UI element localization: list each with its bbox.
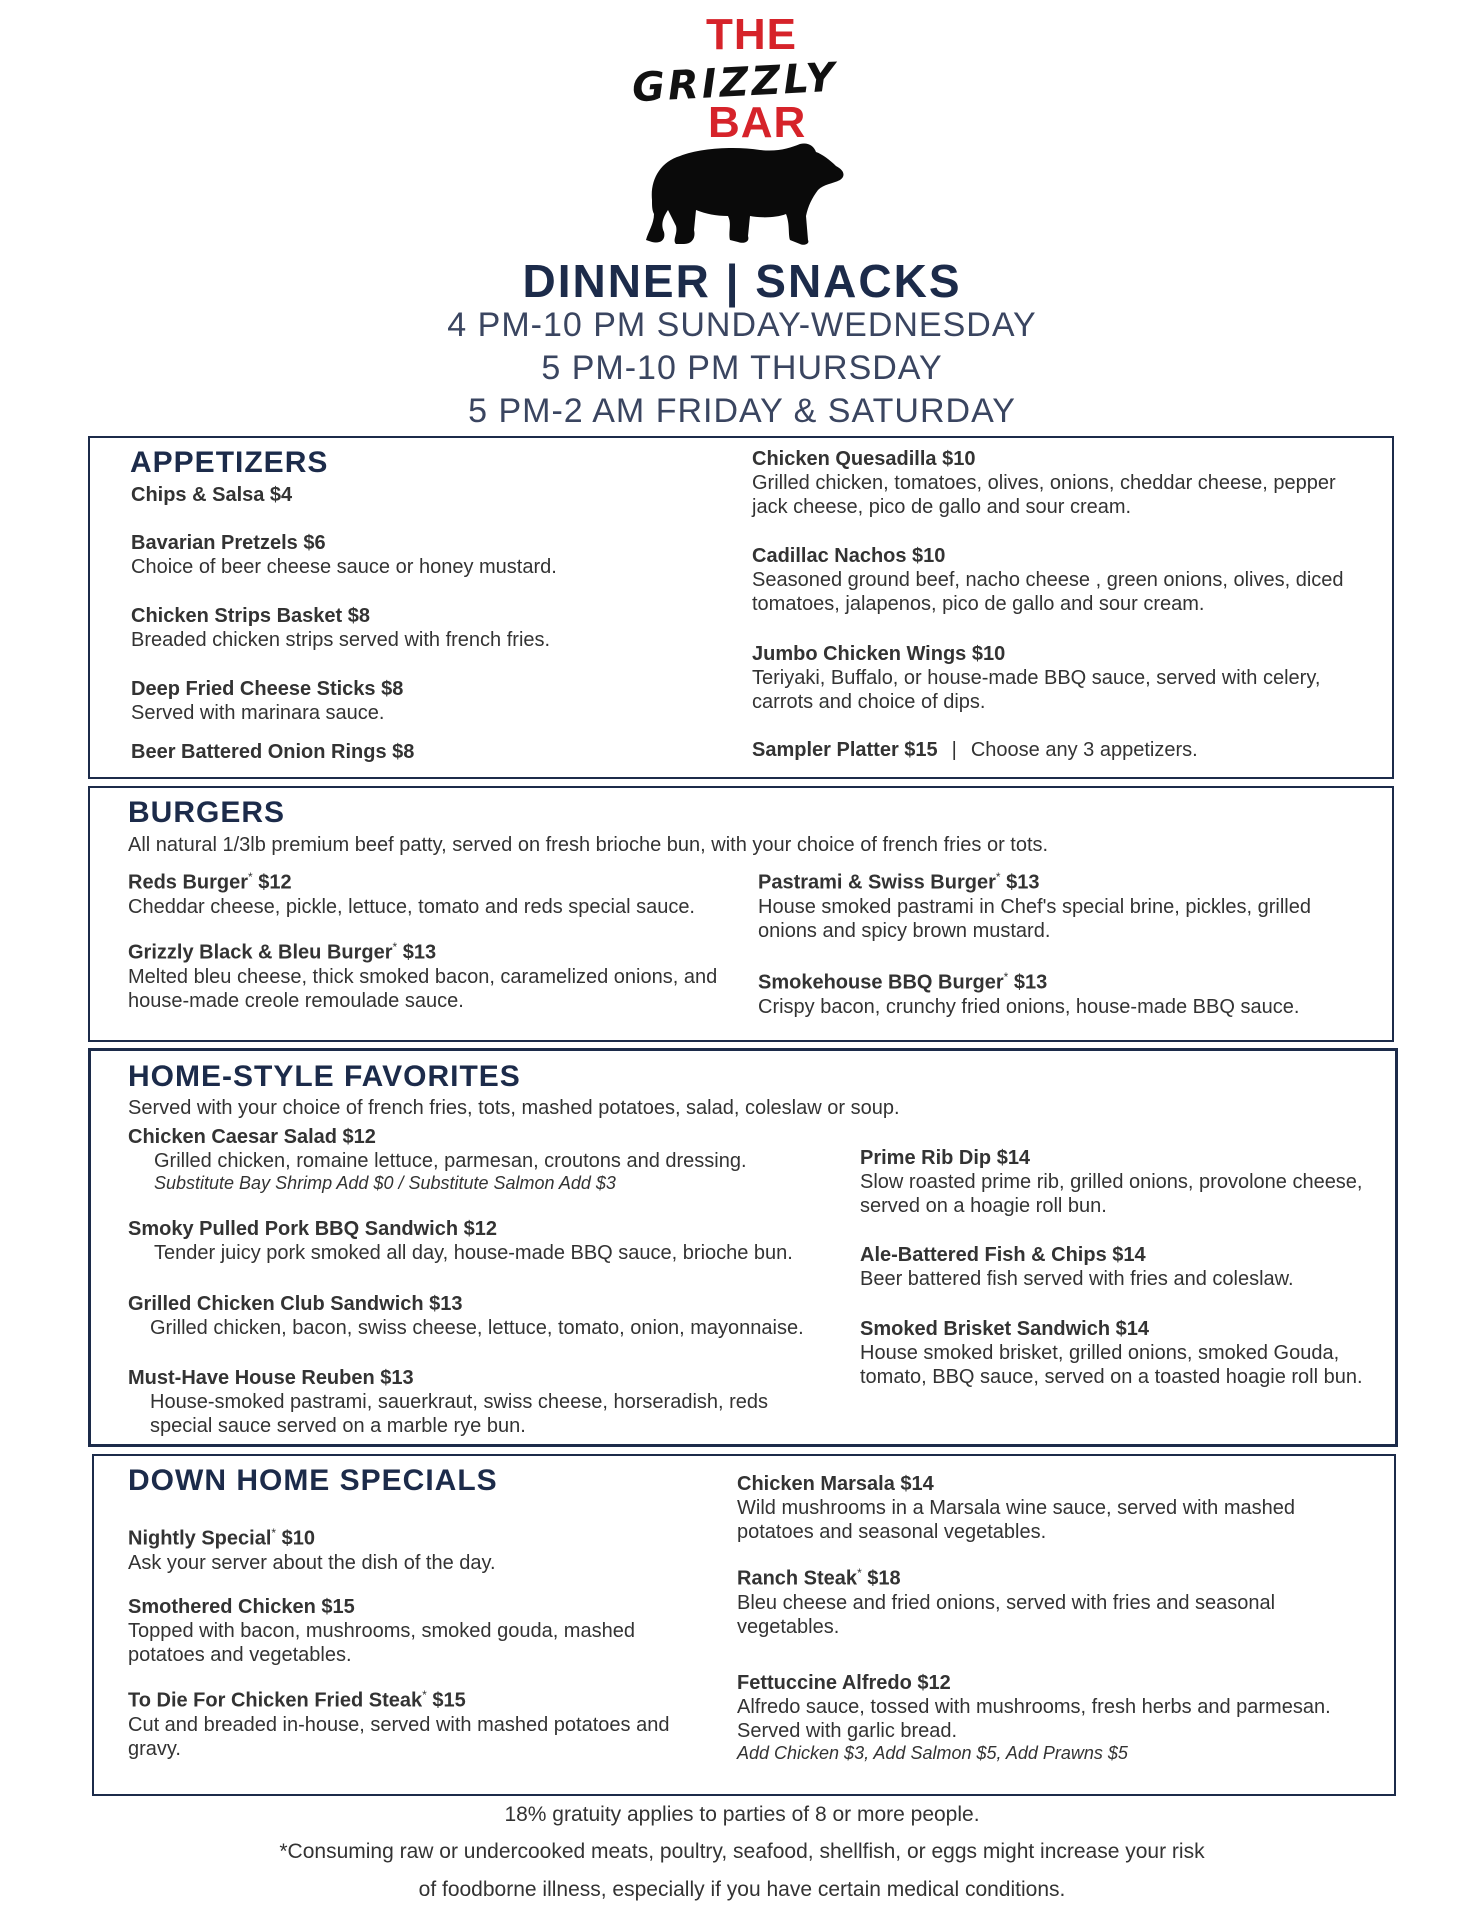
menu-item: [131, 741, 414, 764]
menu-item: [737, 1672, 1377, 1764]
item-description: House smoked brisket, grilled onions, smoked Gouda, tomato, BBQ sauce, served on a toasted hoagie roll bun.: [860, 1342, 1363, 1388]
item-description: Slow roasted prime rib, grilled onions, provolone cheese, served on a hoagie roll bun.: [860, 1171, 1363, 1217]
raw-warning-mark: *: [857, 1566, 862, 1580]
item-name: Chicken Quesadilla $10: [752, 448, 976, 470]
logo-the-text: THE: [706, 10, 797, 59]
item-description: Seasoned ground beef, nacho cheese , green onions, olives, diced tomatoes, jalapenos, pico de gallo and sour cream.: [752, 569, 1344, 615]
raw-warning-mark: *: [995, 870, 1001, 884]
item-name: Cadillac Nachos $10: [752, 545, 946, 567]
specials-title: DOWN HOME SPECIALS: [128, 1464, 498, 1497]
item-name: Bavarian Pretzels $6: [131, 532, 326, 554]
item-description: Grilled chicken, romaine lettuce, parmesan, croutons and dressing.: [154, 1150, 747, 1172]
separator: |: [951, 739, 957, 761]
item-name: Smoked Brisket Sandwich $14: [860, 1318, 1150, 1340]
burgers-subtitle: All natural 1/3lb premium beef patty, served on fresh brioche bun, with your choice of french fries or tots.: [128, 834, 1049, 856]
menu-item: [758, 970, 1378, 1019]
item-description: Ask your server about the dish of the day.: [128, 1551, 496, 1574]
raw-warning-mark: *: [392, 940, 398, 954]
menu-item: [128, 1126, 848, 1194]
menu-item: [758, 870, 1358, 943]
gratuity-notice: 18% gratuity applies to parties of 8 or more people.: [504, 1803, 980, 1826]
item-name: Beer Battered Onion Rings $8: [131, 741, 415, 763]
item-name: Chicken Marsala $14: [737, 1473, 934, 1495]
logo-bar-text: BAR: [708, 98, 807, 147]
menu-item: [128, 1688, 708, 1761]
item-name-line: [128, 1526, 688, 1551]
menu-item: [128, 940, 728, 1013]
item-price: $18: [861, 1567, 901, 1590]
menu-item: [131, 484, 292, 507]
item-description: Grilled chicken, bacon, swiss cheese, lettuce, tomato, onion, mayonnaise.: [150, 1317, 804, 1339]
hours-line-3: 5 PM-2 AM FRIDAY & SATURDAY: [468, 392, 1016, 430]
appetizers-title: APPETIZERS: [130, 446, 329, 479]
item-name-line: [128, 940, 728, 965]
item-description: Melted bleu cheese, thick smoked bacon, caramelized onions, and house-made creole remoulade sauce.: [128, 965, 718, 1012]
menu-item: [752, 448, 1352, 519]
item-name-line: [128, 1688, 708, 1713]
item-price: $12: [252, 871, 292, 894]
item-name: Ale-Battered Fish & Chips $14: [860, 1244, 1146, 1266]
item-name: Chicken Caesar Salad $12: [128, 1126, 376, 1148]
item-name: Fettuccine Alfredo $12: [737, 1672, 951, 1694]
item-name-line: [758, 870, 1358, 895]
item-name: Nightly Special: [128, 1527, 272, 1550]
homestyle-subtitle: Served with your choice of french fries, tots, mashed potatoes, salad, coleslaw or soup.: [128, 1097, 900, 1119]
hours-line-1: 4 PM-10 PM SUNDAY-WEDNESDAY: [447, 306, 1037, 344]
item-name: Chips & Salsa $4: [131, 484, 293, 506]
item-name: Must-Have House Reuben $13: [128, 1367, 414, 1389]
item-description: Teriyaki, Buffalo, or house-made BBQ sauce, served with celery, carrots and choice of dips.: [752, 667, 1321, 713]
item-price: $15: [426, 1689, 466, 1712]
item-name: Chicken Strips Basket $8: [131, 605, 370, 627]
item-name: Pastrami & Swiss Burger: [758, 871, 996, 894]
item-name: To Die For Chicken Fried Steak: [128, 1689, 423, 1712]
item-description: Choice of beer cheese sauce or honey mustard.: [131, 556, 557, 578]
item-name: Jumbo Chicken Wings $10: [752, 643, 1006, 665]
menu-item: [860, 1318, 1390, 1389]
menu-item: [131, 678, 403, 725]
menu-item: [752, 545, 1372, 616]
item-description: Crispy bacon, crunchy fried onions, house-made BBQ sauce.: [758, 995, 1300, 1018]
item-name-line: [758, 970, 1378, 995]
item-name: Grizzly Black & Bleu Burger: [128, 941, 393, 964]
item-description: House-smoked pastrami, sauerkraut, swiss cheese, horseradish, reds special sauce served on a marble rye bun.: [150, 1391, 769, 1437]
item-note: Substitute Bay Shrimp Add $0 / Substitute Salmon Add $3: [154, 1173, 616, 1193]
item-name: Ranch Steak: [737, 1567, 858, 1590]
item-price: $10: [276, 1527, 315, 1550]
hours-line-2: 5 PM-10 PM THURSDAY: [541, 349, 943, 387]
raw-warning-mark: *: [1003, 970, 1009, 984]
item-name: Reds Burger: [128, 871, 249, 894]
menu-item: [860, 1244, 1390, 1291]
item-description: Alfredo sauce, tossed with mushrooms, fresh herbs and parmesan. Served with garlic bread.: [737, 1696, 1331, 1742]
item-price: $13: [1008, 971, 1048, 994]
consumption-warning-line-1: *Consuming raw or undercooked meats, poultry, seafood, shellfish, or eggs might increase your risk: [279, 1840, 1205, 1863]
item-name: Prime Rib Dip $14: [860, 1147, 1031, 1169]
page-title: DINNER | SNACKS: [522, 255, 962, 307]
item-description: Wild mushrooms in a Marsala wine sauce, served with mashed potatoes and seasonal vegetables.: [737, 1497, 1295, 1543]
menu-item: [128, 1596, 688, 1667]
item-name: Grilled Chicken Club Sandwich $13: [128, 1293, 463, 1315]
item-description: Breaded chicken strips served with french fries.: [131, 629, 551, 651]
item-description: Grilled chicken, tomatoes, olives, onions, cheddar cheese, pepper jack cheese, pico de gallo and sour cream.: [752, 472, 1336, 518]
item-description: Topped with bacon, mushrooms, smoked gouda, mashed potatoes and vegetables.: [128, 1620, 635, 1666]
menu-item: [737, 1566, 1357, 1639]
item-description: Tender juicy pork smoked all day, house-made BBQ sauce, brioche bun.: [154, 1242, 793, 1264]
item-price: $13: [397, 941, 437, 964]
item-note: Add Chicken $3, Add Salmon $5, Add Prawns $5: [737, 1743, 1128, 1763]
menu-item: [860, 1147, 1390, 1218]
item-name: Sampler Platter $15: [752, 739, 938, 761]
menu-item: [128, 1367, 788, 1438]
item-name-line: [128, 870, 728, 895]
bear-silhouette-icon: [640, 140, 850, 252]
raw-warning-mark: *: [271, 1526, 277, 1540]
burgers-title: BURGERS: [128, 796, 286, 829]
menu-item: [752, 643, 1372, 714]
item-name: Smothered Chicken $15: [128, 1596, 355, 1618]
item-description: Beer battered fish served with fries and coleslaw.: [860, 1268, 1294, 1290]
item-name-line: [737, 1566, 1357, 1591]
item-description: Cheddar cheese, pickle, lettuce, tomato and reds special sauce.: [128, 895, 695, 918]
menu-item: [131, 532, 557, 579]
item-description: Cut and breaded in-house, served with mashed potatoes and gravy.: [128, 1713, 670, 1760]
menu-item: [128, 1218, 848, 1265]
sampler-item: [752, 738, 1372, 762]
raw-warning-mark: *: [422, 1688, 427, 1702]
menu-item: [128, 1293, 848, 1340]
item-price: $13: [1000, 871, 1040, 894]
item-description: House smoked pastrami in Chef's special brine, pickles, grilled onions and spicy brown mustard.: [758, 895, 1311, 942]
item-name: Smoky Pulled Pork BBQ Sandwich $12: [128, 1218, 498, 1240]
item-description: Choose any 3 appetizers.: [970, 739, 1198, 761]
item-name: Deep Fried Cheese Sticks $8: [131, 678, 404, 700]
consumption-warning-line-2: of foodborne illness, especially if you have certain medical conditions.: [418, 1878, 1066, 1901]
raw-warning-mark: *: [248, 870, 253, 884]
item-description: Served with marinara sauce.: [131, 702, 385, 724]
menu-item: [128, 1526, 688, 1575]
item-description: Bleu cheese and fried onions, served with fries and seasonal vegetables.: [737, 1591, 1276, 1638]
menu-item: [131, 605, 550, 652]
homestyle-title: HOME-STYLE FAVORITES: [128, 1060, 521, 1093]
logo-grizzly-text: GRIZZLY: [630, 54, 839, 112]
item-name: Smokehouse BBQ Burger: [758, 971, 1004, 994]
menu-item: [128, 870, 728, 919]
menu-item: [737, 1473, 1357, 1544]
